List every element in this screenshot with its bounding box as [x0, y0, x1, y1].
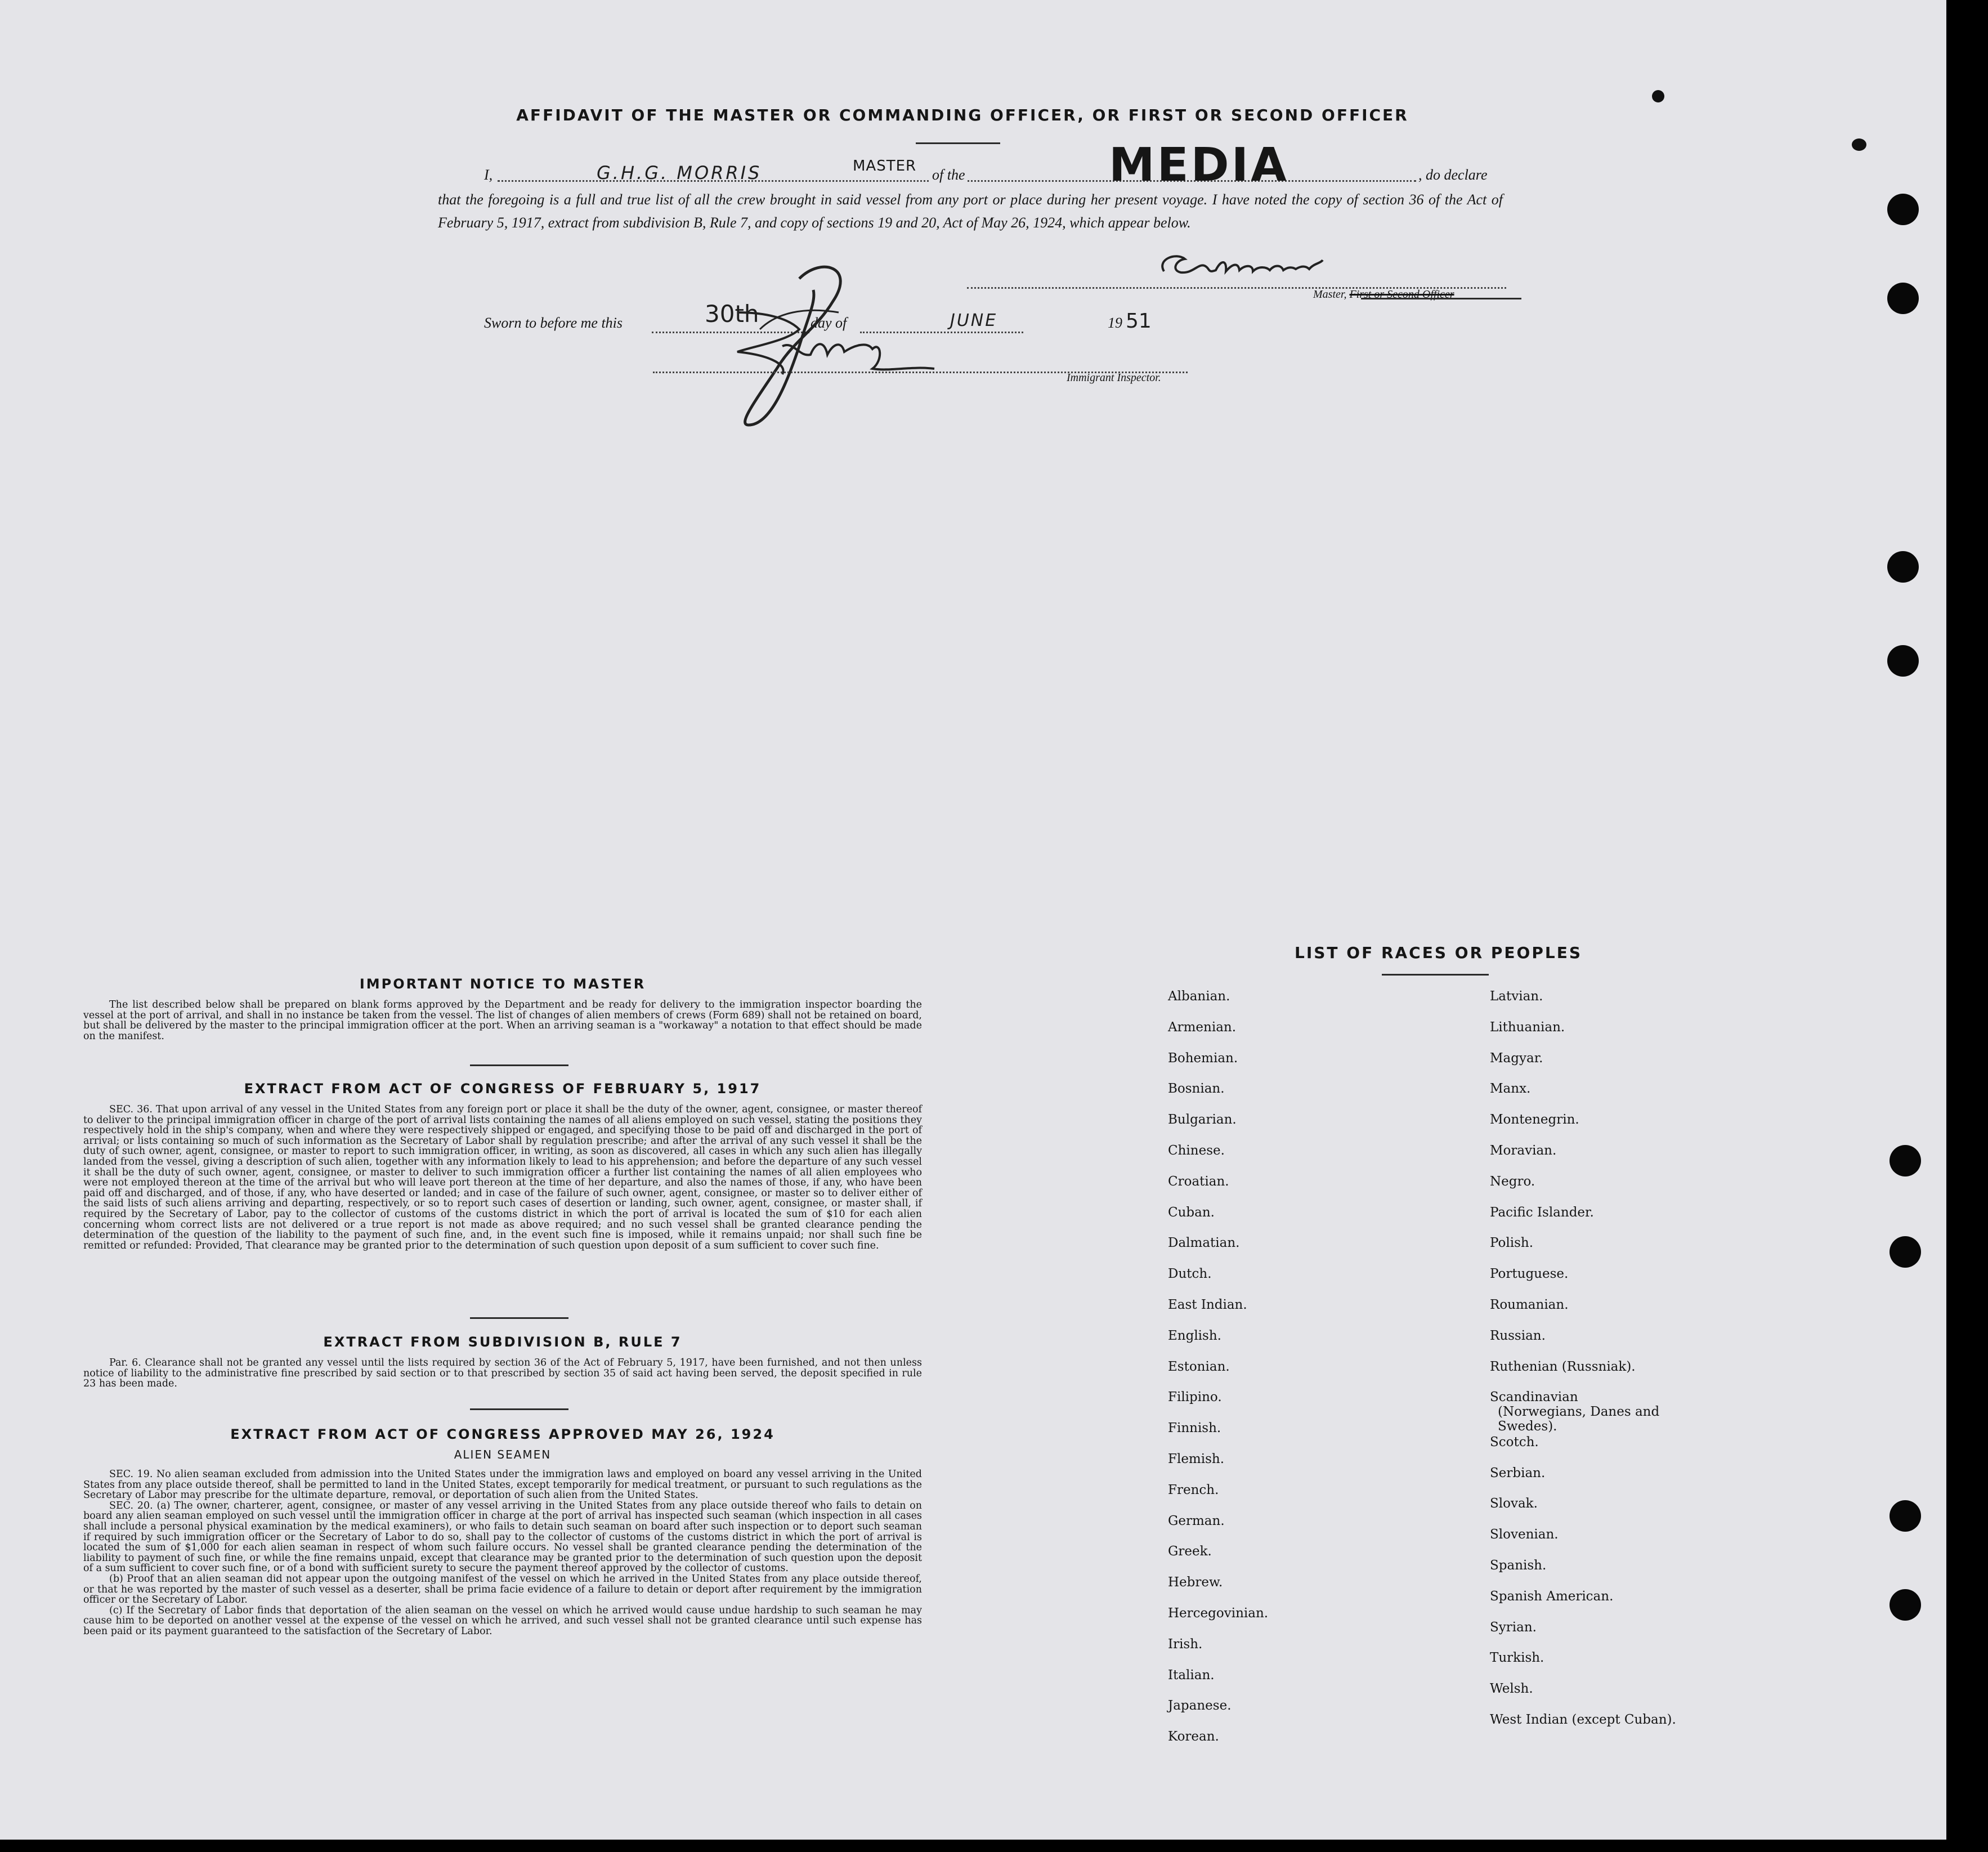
race-item: Welsh.	[1490, 1681, 1533, 1696]
race-item: Cuban.	[1168, 1205, 1215, 1220]
race-item: Croatian.	[1168, 1174, 1229, 1189]
race-item: Chinese.	[1168, 1143, 1225, 1158]
punch-hole	[1890, 1236, 1921, 1268]
race-item: Irish.	[1168, 1637, 1203, 1652]
declaration-body: that the foregoing is a full and true list of all the crew brought in said vessel from any port or place during her present voyage. I have noted the copy of section 36 of the Act of February 5, 1917, extract from subdivision B, Rule 7, and copy of sections 19 and 20, Act of May 26, 1924, which appear below.	[438, 191, 1503, 231]
race-item: Greek.	[1168, 1544, 1212, 1559]
race-item: Negro.	[1490, 1174, 1535, 1189]
race-item: Serbian.	[1490, 1466, 1546, 1480]
sworn-year-handwritten: 51	[1126, 310, 1152, 333]
races-title: LIST OF RACES OR PEOPLES	[1295, 943, 1582, 962]
rank-stamp: MASTER	[853, 158, 917, 175]
races-divider	[1382, 974, 1489, 976]
race-item: Montenegrin.	[1490, 1112, 1579, 1127]
punch-hole	[1887, 194, 1919, 225]
punch-hole	[1890, 1145, 1921, 1176]
ink-speck	[1652, 90, 1664, 102]
rule7-title: EXTRACT FROM SUBDIVISION B, RULE 7	[323, 1334, 682, 1350]
sec-20c-paragraph: (c) If the Secretary of Labor finds that deportation of the alien seaman on the vessel on which he arrived would cause undue hardship to such seaman he may cause him to be deported on another vessel at the expense of the vessel on which he arrived, and such vessel shall not be granted clearance until such expense has been paid or its payment guaranteed to the satisfaction of the Secretary of Labor.	[83, 1604, 922, 1637]
of-the-label: of the	[930, 163, 968, 186]
extract-1924-text	[83, 1469, 922, 1637]
punch-hole	[1887, 283, 1919, 314]
race-item: Armenian.	[1168, 1020, 1237, 1035]
master-signature	[1154, 236, 1356, 287]
race-item: Bulgarian.	[1168, 1112, 1237, 1127]
race-item: French.	[1168, 1483, 1219, 1497]
sworn-month-handwritten: JUNE	[950, 311, 998, 330]
race-item: Spanish.	[1490, 1558, 1547, 1573]
race-item: Scandinavian (Norwegians, Danes and Swedes).	[1490, 1390, 1660, 1434]
race-item: Dutch.	[1168, 1267, 1212, 1281]
rule7-divider	[470, 1408, 568, 1410]
race-item: Latvian.	[1490, 989, 1543, 1004]
extract-1924-title: EXTRACT FROM ACT OF CONGRESS APPROVED MAY 26, 1924	[230, 1426, 775, 1442]
race-item: Manx.	[1490, 1081, 1531, 1096]
race-item: Ruthenian (Russniak).	[1490, 1359, 1636, 1374]
notice-title: IMPORTANT NOTICE TO MASTER	[359, 976, 646, 992]
race-item: Bosnian.	[1168, 1081, 1225, 1096]
race-item: Bohemian.	[1168, 1051, 1238, 1066]
sec-20b-paragraph: (b) Proof that an alien seaman did not appear upon the outgoing manifest of the vessel on which he arrived in the United States from any place outside thereof, or that he was reported by the master of such vessel as a deserter, shall be prima facie evidence of a failure to detain or deport after requirement by the immigration officer or the Secretary of Labor.	[83, 1573, 922, 1606]
race-item: Roumanian.	[1490, 1298, 1569, 1312]
struck-officer-label: First or Second Officer	[1349, 288, 1454, 301]
rule7-text: Par. 6. Clearance shall not be granted any vessel until the lists required by section 36 of the Act of February 5, 1917, have been furnished, and not then unless notice of liability to the administrative fine prescribed by said section or to that prescribed by section 35 of said act having been served, the deposit specified in rule 23 has been made.	[83, 1357, 922, 1390]
race-item: Magyar.	[1490, 1051, 1543, 1066]
master-name-handwritten: G.H.G. MORRIS	[597, 162, 762, 184]
day-of-label: day of	[811, 315, 847, 331]
notice-divider	[470, 1064, 568, 1066]
race-item: Japanese.	[1168, 1698, 1232, 1713]
sworn-day-handwritten: 30th	[705, 300, 759, 328]
punch-hole	[1887, 551, 1919, 583]
punch-hole	[1890, 1500, 1921, 1532]
punch-hole	[1887, 645, 1919, 677]
race-item: Dalmatian.	[1168, 1236, 1240, 1250]
race-item: Flemish.	[1168, 1452, 1225, 1466]
race-item: Finnish.	[1168, 1421, 1221, 1435]
i-label: I,	[484, 167, 493, 183]
race-item: Russian.	[1490, 1328, 1546, 1343]
race-item: Estonian.	[1168, 1359, 1230, 1374]
race-item: Filipino.	[1168, 1390, 1222, 1404]
year-prefix: 19	[1108, 315, 1122, 331]
vessel-name-stamp: MEDIA	[1109, 138, 1289, 192]
alien-seamen-subtitle: ALIEN SEAMEN	[454, 1448, 552, 1461]
race-item: Spanish American.	[1490, 1589, 1614, 1604]
ink-speck	[1852, 138, 1866, 151]
race-item: Polish.	[1490, 1236, 1534, 1250]
punch-hole	[1890, 1589, 1921, 1621]
race-item: Moravian.	[1490, 1143, 1557, 1158]
do-declare-label: , do declare	[1418, 167, 1488, 183]
race-item: West Indian (except Cuban).	[1490, 1712, 1676, 1727]
inspector-caption: Immigrant Inspector.	[1067, 372, 1161, 384]
race-item: Turkish.	[1490, 1650, 1544, 1665]
extract-1917-text: SEC. 36. That upon arrival of any vessel in the United States from any foreign port or place it shall be the duty of the owner, agent, consignee, or master thereof to deliver to the principal immigration officer in charge of the port of arrival lists containing the names of all aliens employed on such vessel, stating the positions they respectively hold in the ship's company, when and where they were respectively shipped or engaged, and specifying those to be paid off and discharged in the port of arrival; or lists containing so much of such information as the Secretary of Labor shall by regulation prescribe; and after the arrival of any such vessel it shall be the duty of such owner, agent, consignee, or master to report to such immigration officer, in writing, as soon as discovered, all cases in which any such alien has illegally landed from the vessel, giving a description of such alien, together with any information likely to lead to his apprehension; and before the departure of any such vessel it shall be the duty of such owner, agent, consignee, or master to deliver to such immigration officer a further list containing the names of all alien employees who were not employed thereon at the time of the arrival but who will leave port thereon at the time of her departure, and also the names of those, if any, who have been paid off and discharged, and of those, if any, who have deserted or landed; and in case of the failure of such owner, agent, consignee, or master so to deliver either of the said lists of such aliens arriving and departing, respectively, or so to report such cases of desertion or landing, such owner, agent, consignee, or master shall, if required by the Secretary of Labor, pay to the collector of customs of the customs district in which the port of arrival is located the sum of $10 for each alien concerning whom correct lists are not delivered or a true report is not made as above required; and no such vessel shall be granted clearance pending the determination of the question of the liability to the payment of such fine, and, in the event such fine is imposed, while it remains unpaid; nor shall such fine be remitted or refunded: Provided, That clearance may be granted prior to the determination of such question upon deposit of a sum sufficient to cover such fine.	[83, 1104, 922, 1251]
race-item: Scotch.	[1490, 1435, 1539, 1450]
race-item: Lithuanian.	[1490, 1020, 1565, 1035]
affidavit-title: AFFIDAVIT OF THE MASTER OR COMMANDING OFFICER, OR FIRST OR SECOND OFFICER	[516, 106, 1409, 124]
extract-1917-title: EXTRACT FROM ACT OF CONGRESS OF FEBRUARY 5, 1917	[244, 1081, 762, 1097]
race-item: Slovenian.	[1490, 1527, 1559, 1542]
sworn-label: Sworn to before me this	[484, 315, 623, 331]
caption-strikeline	[1361, 298, 1521, 299]
inspector-signature	[704, 256, 940, 431]
races-right-column	[1490, 989, 1771, 1743]
race-item: East Indian.	[1168, 1298, 1247, 1312]
race-item: Hebrew.	[1168, 1575, 1223, 1590]
race-item: Albanian.	[1168, 989, 1230, 1004]
races-left-column	[1168, 989, 1449, 1743]
race-item: English.	[1168, 1328, 1221, 1343]
race-item: Korean.	[1168, 1729, 1219, 1744]
race-item: Hercegovinian.	[1168, 1606, 1269, 1621]
race-item: Italian.	[1168, 1668, 1215, 1683]
race-item: Pacific Islander.	[1490, 1205, 1594, 1220]
sec-20a-paragraph: SEC. 20. (a) The owner, charterer, agent, consignee, or master of any vessel arriving in the United States from any place outside thereof who fails to detain on board any alien seaman employed on such vessel until the immigration officer in charge at the port of arrival has inspected such seaman (which inspection in all cases shall include a personal physical examination by the medical examiners), or who fails to detain such seaman on board after such inspection or to deport such seaman if required by such immigration officer or the Secretary of Labor to do so, shall pay to the collector of customs of the customs district in which the port of arrival is located the sum of $1,000 for each alien seaman in respect of whom such failure occurs. No vessel shall be granted clearance pending the determination of the liability to payment of such fine, or while the fine remains unpaid, except that clearance may be granted prior to the determination of such question upon the deposit of a sum sufficient to cover such fine, or of a bond with sufficient surety to secure the payment thereof approved by the collector of customs.	[83, 1500, 922, 1574]
notice-text: The list described below shall be prepared on blank forms approved by the Department and be ready for delivery to the immigration inspector boarding the vessel at the port of arrival, and shall in no instance be taken from the vessel. The list of changes of alien members of crews (Form 689) shall not be retained on board, but shall be delivered by the master to the principal immigration officer at the port. When an arriving seaman is a "workaway" a notation to that effect should be made on the manifest.	[83, 999, 922, 1042]
title-divider	[916, 142, 1000, 144]
race-item: German.	[1168, 1514, 1225, 1528]
race-item: Slovak.	[1490, 1496, 1538, 1511]
extract-1917-divider	[470, 1317, 568, 1319]
master-label: Master,	[1313, 288, 1347, 301]
race-item: Portuguese.	[1490, 1267, 1569, 1281]
race-item: Syrian.	[1490, 1620, 1537, 1635]
sec-19-paragraph: SEC. 19. No alien seaman excluded from admission into the United States under the immigration laws and employed on board any vessel arriving in the United States from any place outside thereof, shall be permitted to land in the United States, except temporarily for medical treatment, or pursuant to such regulations as the Secretary of Labor may prescribe for the ultimate departure, removal, or deportation of such alien from the United States.	[83, 1469, 922, 1501]
